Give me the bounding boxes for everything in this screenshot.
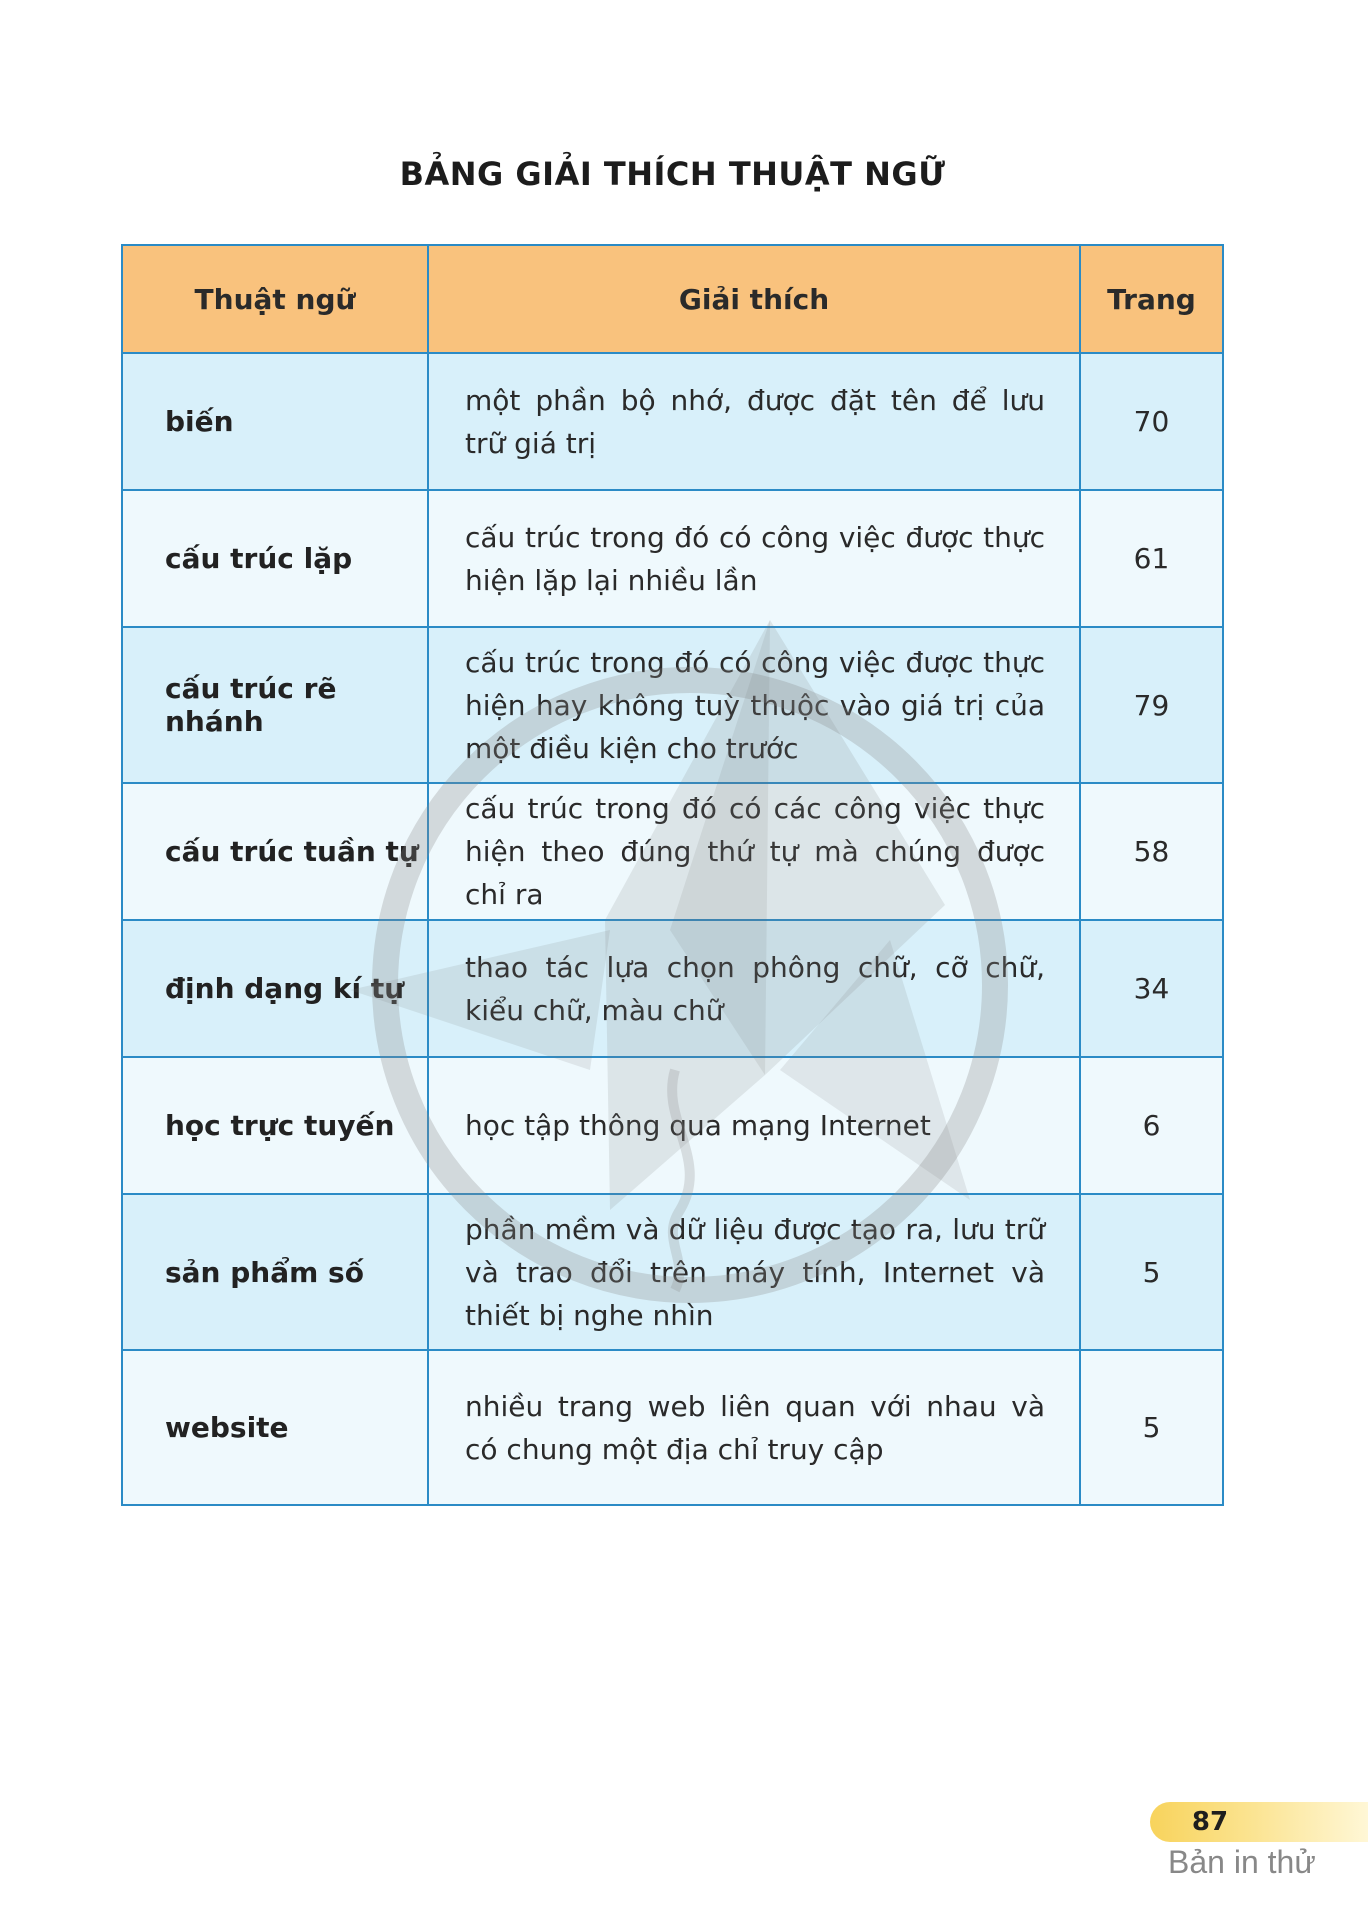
description-cell: học tập thông qua mạng Internet <box>428 1057 1080 1194</box>
description-cell: một phần bộ nhớ, được đặt tên để lưu trữ giá trị <box>428 353 1080 490</box>
page-title: BẢNG GIẢI THÍCH THUẬT NGỮ <box>399 155 946 193</box>
description-cell: cấu trúc trong đó có công việc được thực hiện lặp lại nhiều lần <box>428 490 1080 627</box>
page-cell: 70 <box>1080 353 1223 490</box>
description-cell: cấu trúc trong đó có công việc được thực hiện hay không tuỳ thuộc vào giá trị của một điều kiện cho trước <box>428 627 1080 783</box>
glossary-table <box>121 244 1224 1506</box>
description-cell: phần mềm và dữ liệu được tạo ra, lưu trữ và trao đổi trên máy tính, Internet và thiết bị nghe nhìn <box>428 1194 1080 1350</box>
column-header-page: Trang <box>1080 245 1223 353</box>
draft-label: Bản in thử <box>1168 1844 1316 1880</box>
page-number: 87 <box>1191 1807 1229 1837</box>
page-cell: 6 <box>1080 1057 1223 1194</box>
description-cell: nhiều trang web liên quan với nhau và có chung một địa chỉ truy cập <box>428 1350 1080 1505</box>
description-cell: thao tác lựa chọn phông chữ, cỡ chữ, kiểu chữ, màu chữ <box>428 920 1080 1057</box>
page-cell: 79 <box>1080 627 1223 783</box>
column-header-term: Thuật ngữ <box>122 245 428 353</box>
term-cell: định dạng kí tự <box>122 920 428 1057</box>
table-row <box>122 353 1223 490</box>
term-cell: học trực tuyến <box>122 1057 428 1194</box>
term-cell: cấu trúc lặp <box>122 490 428 627</box>
table-header-row <box>122 245 1223 353</box>
term-cell: cấu trúc rẽ nhánh <box>122 627 428 783</box>
table-row <box>122 920 1223 1057</box>
term-cell: cấu trúc tuần tự <box>122 783 428 920</box>
term-cell: biến <box>122 353 428 490</box>
table-row <box>122 627 1223 783</box>
table-row <box>122 1350 1223 1505</box>
page-cell: 5 <box>1080 1350 1223 1505</box>
page-cell: 5 <box>1080 1194 1223 1350</box>
description-cell: cấu trúc trong đó có các công việc thực hiện theo đúng thứ tự mà chúng được chỉ ra <box>428 783 1080 920</box>
page-cell: 61 <box>1080 490 1223 627</box>
term-cell: website <box>122 1350 428 1505</box>
term-cell: sản phẩm số <box>122 1194 428 1350</box>
table-row <box>122 783 1223 920</box>
column-header-description: Giải thích <box>428 245 1080 353</box>
page-cell: 58 <box>1080 783 1223 920</box>
table-row <box>122 490 1223 627</box>
table-row <box>122 1194 1223 1350</box>
table-row <box>122 1057 1223 1194</box>
page-cell: 34 <box>1080 920 1223 1057</box>
